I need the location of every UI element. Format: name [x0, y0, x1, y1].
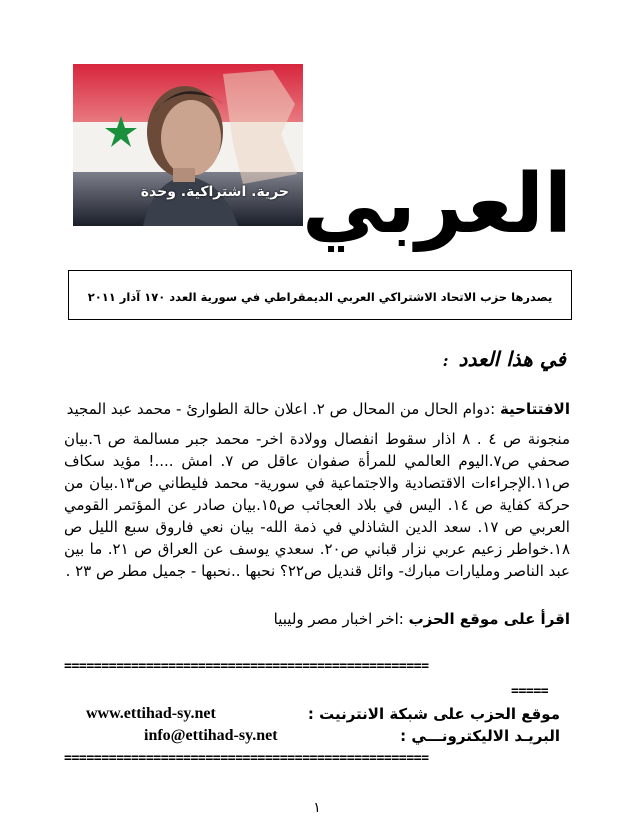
subtitle-box — [68, 270, 572, 320]
divider-bottom-line: ================================================= — [64, 752, 429, 765]
syrian-flag-portrait-image — [73, 64, 303, 226]
masthead-title: العربي — [302, 157, 572, 252]
subtitle-text: يصدرها حزب الاتحاد الاشتراكي العربي الديمقراطي في سورية العدد ١٧٠ آذار ٢٠١١ — [87, 290, 553, 304]
header-photo — [73, 64, 303, 226]
site-news-text: :اخر اخبار مصر وليبيا — [273, 610, 404, 628]
opening-text: :دوام الحال من المحال ص ٢. اعلان حالة الطوارئ - محمد عبد المجيد — [66, 400, 496, 418]
website-row — [64, 705, 570, 725]
in-issue-label: في هذا العدد — [458, 347, 566, 371]
website-link[interactable]: www.ettihad-sy.net — [86, 705, 216, 722]
site-news-line — [64, 608, 570, 630]
divider-top-line2: ===== — [511, 685, 549, 698]
contents-paragraph: منجونة ص ٤ . ٨ اذار سقوط انفصال وولادة اخر- محمد جبر مسالمة ص ٦.بيان صحفي ص٧.اليوم العالمي للمرأة صفوان عاقل ص ٧. امش ....! مؤيد سكاف ص١١.الإجراءات الاقتصادية والاجتماعية في سورية- محمد فليطاني ص١٣.بيان من حركة كفاية ص ١٤. اليس في بلاد العجائب ص١٥.بيان صادر عن المؤتمر القومي العربي ص ١٧. سعد الدين الشاذلي في ذمة الله- بيان نعي فاروق سبع الليل ص ١٨.خواطر زعيم عربي نزار قباني ص٢٠. سعدي يوسف عن العراق ص ٢١. ما بين عبد الناصر ومليارات مبارك- وائل قنديل ص٢٢؟ نحبها ..نحبها - جميل مطر ص ٢٣ . — [64, 430, 571, 580]
opening-label: الافتتاحية — [499, 400, 570, 418]
in-issue-colon: : — [442, 351, 449, 370]
opening-paragraph — [64, 398, 570, 420]
site-news-label: اقرأ على موقع الحزب — [408, 610, 570, 628]
divider-top-line1: ================================================= — [64, 660, 429, 673]
photo-caption: حرية. اشتراكية. وحدة — [140, 184, 289, 200]
email-link[interactable]: info@ettihad-sy.net — [144, 727, 278, 744]
email-row — [64, 727, 570, 747]
email-label: البريـد الاليكترونـــي : — [400, 727, 560, 745]
website-label: موقع الحزب على شبكة الانترنيت : — [307, 705, 560, 723]
page-number: ١ — [313, 800, 321, 816]
in-issue-heading — [443, 347, 566, 371]
